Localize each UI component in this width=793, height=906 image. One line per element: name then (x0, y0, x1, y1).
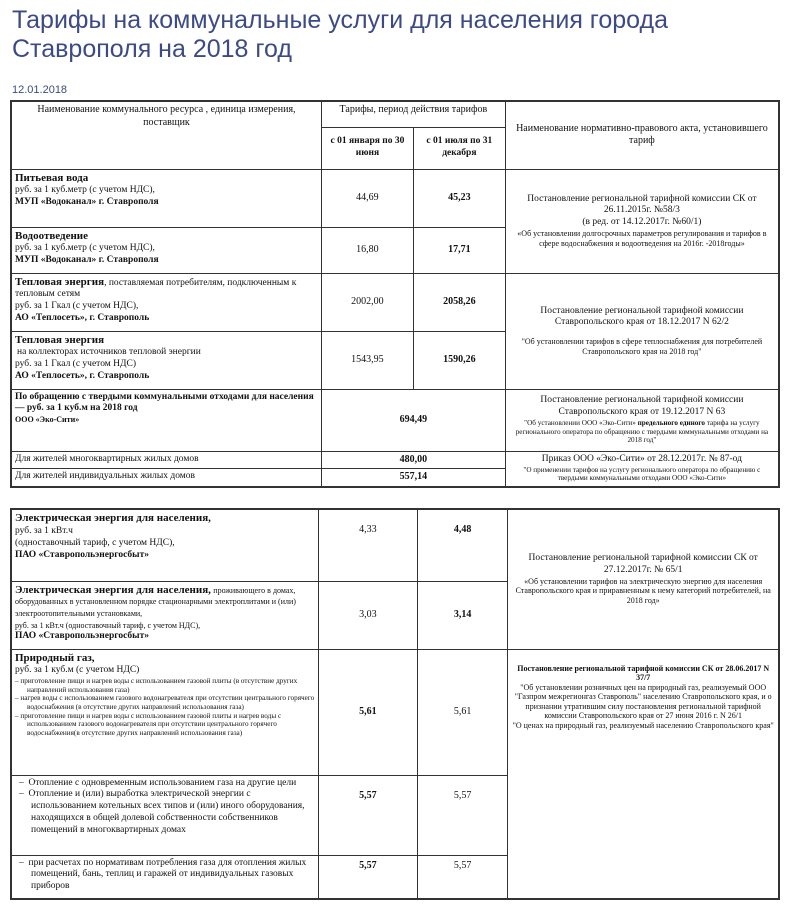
heat2-name: Тепловая энергия (15, 333, 105, 346)
elec-act (508, 509, 779, 649)
gas2-cell (11, 775, 319, 855)
heat1-unit: руб. за 1 Гкал (с учетом НДС), (15, 301, 139, 312)
gas-act-note: "О ценах на природный газ, реализуемый населению Ставропольского края" (512, 721, 774, 731)
gas3-item-1: при расчетах по нормативам потребления газа для отопления жилых помещений, бань, теплиц и гаражей от индивидуальных газовых приборов (28, 857, 307, 892)
water-name: Питьевая вода (15, 171, 89, 184)
elec1-unit: руб. за 1 кВт.ч (15, 525, 73, 536)
table-row (11, 509, 779, 581)
elec-act-desc: «Об установлении тарифов на электрическую энергию для населения Ставропольского края и приравненным к нему категорий потребителей, на 2018 год» (515, 576, 771, 605)
elec1-tariff: (одноставочный тариф, с учетом НДС), (15, 537, 175, 548)
drain-value-1: 16,80 (321, 227, 413, 273)
header-period-2: с 01 июля по 31 декабря (413, 127, 505, 169)
elec2-cell (11, 581, 319, 649)
table-row (11, 273, 779, 331)
gas3-value-2: 5,57 (417, 855, 508, 899)
water-cell (11, 169, 321, 227)
elec1-name: Электрическая энергия для населения, (15, 512, 211, 524)
elec1-supplier: ПАО «Ставропольэнергосбыт» (15, 549, 149, 560)
waste-value: 694,49 (321, 389, 505, 451)
dash-marker: – (15, 677, 19, 686)
gas1-value-1: 5,61 (319, 649, 418, 775)
header-resource: Наименование коммунального ресурса , единица измерения, поставщик (11, 101, 321, 169)
elec2-supplier: ПАО «Ставропольэнергосбыт» (15, 630, 149, 641)
heat2-value-2: 1590,26 (413, 331, 505, 389)
elec1-value-2: 4,48 (417, 509, 508, 581)
gas-act-desc: "Об установлении розничных цен на природный газ, реализуемый ООО "Газпром межрегионгаз Ставрополь" населению Ставропольского края, и о признании утратившим силу постановления региональной тарифной комиссии Ставропольского края от 27 июня 2016 г. N 26/1 (514, 682, 772, 721)
elec2-value-1: 3,03 (319, 581, 418, 649)
elec1-cell (11, 509, 319, 581)
elec-act-title: Постановление региональной тарифной комиссии СК от 27.12.2017г. № 65/1 (528, 552, 758, 575)
waste-supplier: ООО «Эко-Сити» (15, 415, 80, 425)
gas3-value-1: 5,57 (319, 855, 418, 899)
gas1-cell (11, 649, 319, 775)
gas1-value-2: 5,61 (417, 649, 508, 775)
table-row (11, 169, 779, 227)
heat2-value-1: 1543,95 (321, 331, 413, 389)
table-row (11, 451, 779, 469)
water-act-desc: «Об установлении долгосрочных параметров регулирования и тарифов в сфере водоснабжения и водоотведения на 2016г. -2018годы» (517, 229, 767, 248)
publication-date: 12.01.2018 (12, 84, 68, 96)
gas1-item-3: приготовление пищи и нагрев воды с использованием газовой плиты и нагрев воды с использованием газового водонагревателя при отсутствии центрального горячего водоснабжения(в отсутствие других направлений использования газа) (20, 711, 282, 737)
heat-act (505, 273, 779, 389)
waste-act (505, 389, 779, 451)
gas3-cell (11, 855, 319, 899)
gas-act (508, 649, 779, 899)
elec1-value-1: 4,33 (319, 509, 418, 581)
header-act: Наименование нормативно-правового акта, установившего тариф (505, 101, 779, 169)
dash-marker: – (19, 777, 24, 788)
elec2-name: Электрическая энергия для населения, (15, 583, 211, 596)
gas1-item-1: приготовление пищи и нагрев воды с использованием газовой плиты (в отсутствие других направлений использования газа) (20, 677, 298, 694)
waste-act-desc-c: тарифа на услугу регионального оператора по обращению с твердыми коммунальными отходами на 2018 год" (515, 418, 769, 445)
waste-cell (11, 389, 321, 451)
gas1-unit: руб. за 1 куб.м (с учетом НДС) (15, 665, 140, 676)
waste-act-title: Постановление региональной тарифной комиссии Ставропольского края от 19.12.2017 N 63 (540, 395, 744, 418)
drain-value-2: 17,71 (413, 227, 505, 273)
heat-act-title: Постановление региональной тарифной комиссии Ставропольского края от 18.12.2017 N 62/2 (540, 305, 744, 328)
gas2-item-2: Отопление и (или) выработка электрической энергии с использованием котельных всех типов и (или) иного оборудования, находящихся в общей долевой собственности собственников помещений в многоквартирных домах (28, 789, 305, 835)
heat1-value-2: 2058,26 (413, 273, 505, 331)
table-row (11, 389, 779, 451)
drain-unit: руб. за 1 куб.метр (с учетом НДС), (15, 243, 155, 254)
heat1-value-1: 2002,00 (321, 273, 413, 331)
dash-marker: – (19, 789, 24, 800)
heat-act-desc: "Об установлении тарифов в сфере теплоснабжения для потребителей Ставропольского края на 2018 год" (521, 337, 763, 356)
heat2-supplier: АО «Теплосеть», г. Ставрополь (15, 371, 150, 381)
water-supplier: МУП «Водоканал» г. Ставрополя (15, 197, 159, 208)
elec2-value-2: 3,14 (417, 581, 508, 649)
water-act (505, 169, 779, 273)
heat1-supplier: АО «Теплосеть», г. Ставрополь (15, 313, 150, 324)
waste-apart-label: Для жителей многоквартирных жилых домов (11, 451, 321, 469)
water-value-1: 44,69 (321, 169, 413, 227)
waste-order (505, 451, 779, 487)
gas2-item-1: Отопление с одновременным использованием газа на другие цели (28, 777, 297, 788)
gas2-value-2: 5,57 (417, 775, 508, 855)
heat1-desc: , поставляемая потребителям, подключенным к тепловым сетям (15, 277, 297, 300)
tariff-table-main (10, 100, 780, 488)
gas1-item-2: нагрев воды с использованием газового водонагревателя при отсутствии центрального горячего водоснабжения (в отсутствие других направлений использования газа) (20, 694, 315, 712)
table-row (11, 649, 779, 775)
page-title: Тарифы на коммунальные услуги для населения города Ставрополя на 2018 год (12, 6, 669, 63)
header-tariffs: Тарифы, период действия тарифов (321, 101, 505, 127)
drain-name: Водоотведение (15, 229, 89, 242)
waste-act-desc-a: "Об установлении ООО «Эко-Сити» (524, 418, 636, 427)
water-value-2: 45,23 (413, 169, 505, 227)
waste-house-label: Для жителей индивидуальных жилых домов (11, 469, 321, 487)
water-act-edit: (в ред. от 14.12.2017г. №60/1) (582, 217, 702, 228)
dash-marker: – (19, 857, 24, 868)
waste-order-title: Приказ ООО «Эко-Сити» от 28.12.2017г. № 87-од (541, 453, 742, 464)
waste-apart-value: 480,00 (321, 451, 505, 469)
water-unit: руб. за 1 куб.метр (с учетом НДС), (15, 185, 155, 196)
waste-order-desc: "О применении тарифов на услугу регионального оператора по обращению с твердыми коммунальными отходами ООО «Эко-Сити» (523, 465, 761, 483)
tariff-table-energy (10, 508, 780, 900)
gas1-name: Природный газ, (15, 651, 95, 664)
waste-house-value: 557,14 (321, 469, 505, 487)
heat2-cell (11, 331, 321, 389)
heat2-unit: руб. за 1 Гкал (с учетом НДС) (15, 359, 137, 370)
waste-name: По обращению с твердыми коммунальными отходами для населения — руб. за 1 куб.м на 2018 год (15, 391, 314, 414)
elec2-desc: проживающего в домах, оборудованных в установленном порядке стационарными электроплитами и (или) электроотопительными установками, (15, 585, 296, 619)
dash-marker: – (15, 711, 19, 720)
dash-marker: – (15, 694, 19, 703)
drain-supplier: МУП «Водоканал» г. Ставрополя (15, 255, 159, 266)
heat1-name: Тепловая энергия (15, 275, 105, 288)
drain-cell (11, 227, 321, 273)
elec2-unit: руб. за 1 кВт.ч (одноставочный тариф, с учетом НДС), (15, 621, 201, 631)
heat2-desc: на коллекторах источников тепловой энергии (17, 347, 201, 358)
waste-act-desc-b: предельного единого (637, 418, 706, 427)
gas-act-title: Постановление региональной тарифной комиссии СК от 28.06.2017 N 37/7 (517, 663, 770, 683)
gas2-value-1: 5,57 (319, 775, 418, 855)
heat1-cell (11, 273, 321, 331)
water-act-title: Постановление региональной тарифной комиссии СК от 26.11.2015г. №58/3 (527, 193, 757, 216)
header-period-1: с 01 января по 30 июня (321, 127, 413, 169)
